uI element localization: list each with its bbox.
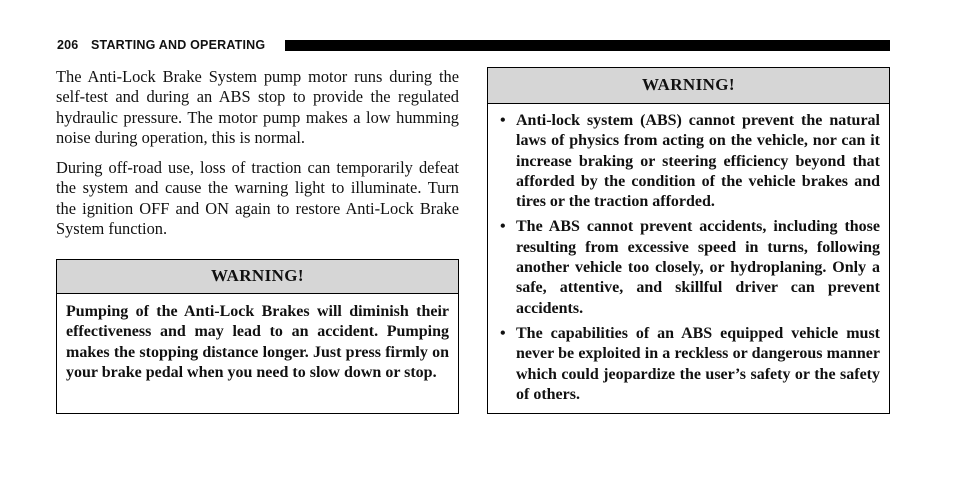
body-paragraph-1: The Anti-Lock Brake System pump motor runs during the self-test and during an ABS stop to provide the regulated hydraulic pressure. The motor pump makes a low humming noise during operation, this is normal. bbox=[56, 67, 459, 147]
section-title: STARTING AND OPERATING bbox=[91, 38, 266, 52]
warning-heading: WARNING! bbox=[488, 68, 889, 104]
bullet-icon: • bbox=[500, 218, 506, 236]
page-number: 206 bbox=[57, 38, 79, 52]
warning-list-item-text: The ABS cannot prevent accidents, including those resulting from excessive speed in turns, following another vehicle too closely, or hydroplaning. Only a safe, attentive, and skillful driver can prevent accidents. bbox=[516, 218, 880, 317]
warning-heading: WARNING! bbox=[57, 260, 458, 294]
warning-list-item bbox=[498, 324, 880, 405]
page-header bbox=[57, 37, 890, 53]
warning-list bbox=[488, 104, 889, 405]
header-rule bbox=[285, 40, 890, 51]
warning-list-item-text: Anti-lock system (ABS) cannot prevent the natural laws of physics from acting on the vehicle, nor can it increase braking or steering efficiency beyond that afforded by the condition of the vehicle brakes and tires or the traction afforded. bbox=[516, 112, 880, 211]
warning-list-item bbox=[498, 111, 880, 212]
warning-box-abs-limits bbox=[487, 67, 890, 414]
body-paragraph-2: During off-road use, loss of traction can temporarily defeat the system and cause the warning light to illuminate. Turn the ignition OFF and ON again to restore Anti-Lock Brake System function. bbox=[56, 158, 459, 238]
warning-box-pumping bbox=[56, 259, 459, 414]
warning-list-item-text: The capabilities of an ABS equipped vehicle must never be exploited in a reckless or dangerous manner which could jeopardize the user’s safety or the safety of others. bbox=[516, 324, 880, 403]
warning-list-item bbox=[498, 217, 880, 318]
bullet-icon: • bbox=[500, 324, 506, 342]
bullet-icon: • bbox=[500, 112, 506, 129]
warning-text: Pumping of the Anti-Lock Brakes will diminish their effectiveness and may lead to an accident. Pumping makes the stopping distance longer. Just press firmly on your brake pedal when you need to slow down or stop. bbox=[66, 303, 449, 381]
